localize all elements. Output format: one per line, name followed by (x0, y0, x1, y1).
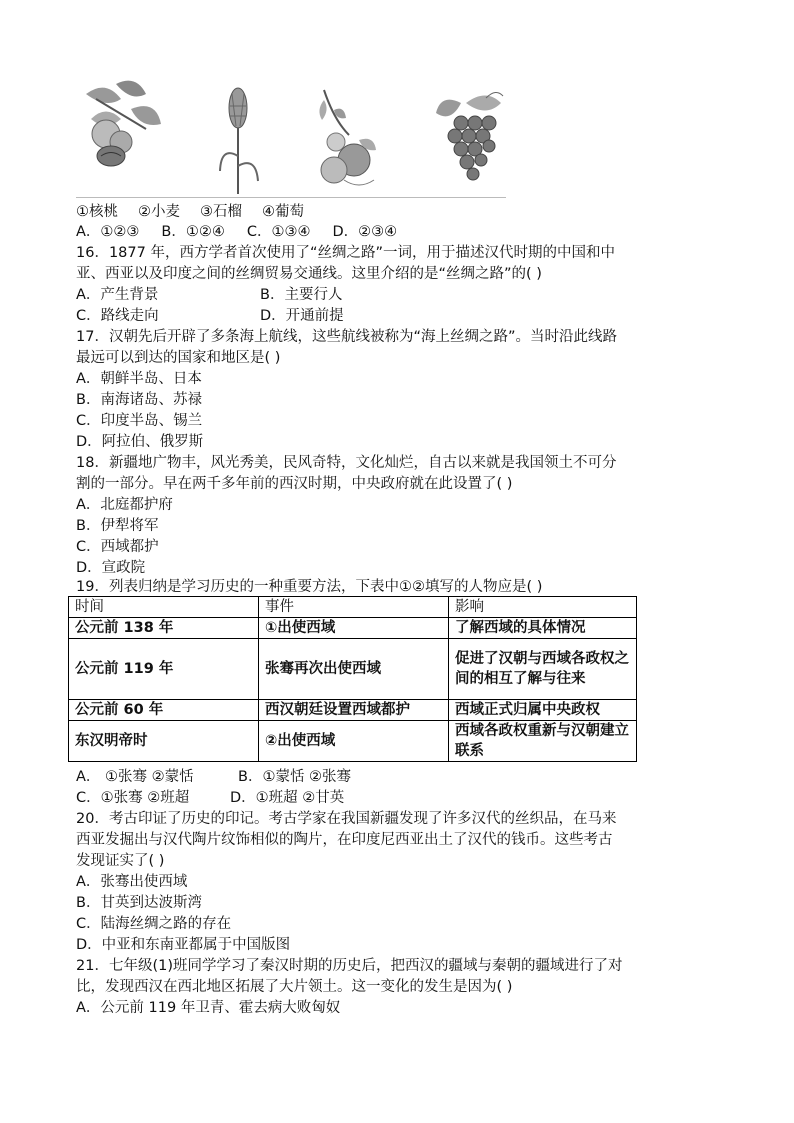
q20-option-c[interactable]: C．陆海丝绸之路的存在 (76, 916, 232, 932)
crop-illustrations (76, 74, 506, 198)
table-row: 东汉明帝时 ②出使西域 西域各政权重新与汉朝建立联系 (69, 721, 637, 762)
q20-stem-line3: 发现证实了( ) (76, 853, 165, 869)
table-row: 公元前 119 年 张骞再次出使西域 促进了汉朝与西域各政权之间的相互了解与往来 (69, 639, 637, 700)
q17-option-a[interactable]: A．朝鲜半岛、日本 (76, 371, 202, 387)
q20-option-b[interactable]: B．甘英到达波斯湾 (76, 895, 202, 911)
q16-option-b[interactable]: B．主要行人 (260, 287, 343, 303)
q20-option-d[interactable]: D．中亚和东南亚都属于中国版图 (76, 937, 291, 953)
q15-options (76, 222, 397, 242)
q17-option-d[interactable]: D．阿拉伯、俄罗斯 (76, 434, 204, 450)
q19-option-d[interactable]: D．①班超 ②甘英 (230, 790, 345, 806)
q16-option-c[interactable]: C．路线走向 (76, 308, 159, 324)
q21-option-a[interactable]: A．公元前 119 年卫青、霍去病大败匈奴 (76, 1000, 341, 1016)
q16-option-a[interactable]: A．产生背景 (76, 287, 159, 303)
q20-option-a[interactable]: A．张骞出使西域 (76, 874, 188, 890)
q18-stem-line2: 割的一部分。早在两千多年前的西汉时期，中央政府就在此设置了( ) (76, 476, 513, 492)
crops-caption: ①核桃 ②小麦 ③石榴 ④葡萄 (76, 204, 304, 220)
q20-stem-line2: 西亚发掘出与汉代陶片纹饰相似的陶片，在印度尼西亚出土了汉代的钱币。这些考古 (76, 832, 613, 848)
q17-stem-line1: 17．汉朝先后开辟了多条海上航线，这些航线被称为“海上丝绸之路”。当时沿此线路 (76, 329, 617, 345)
table-row: 公元前 60 年 西汉朝廷设置西域都护 西域正式归属中央政权 (69, 700, 637, 721)
q18-option-c[interactable]: C．西域都护 (76, 539, 159, 555)
q18-option-d[interactable]: D．宣政院 (76, 560, 146, 576)
q19-option-c[interactable]: C．①张骞 ②班超 (76, 790, 190, 806)
q21-stem-line1: 21．七年级(1)班同学学习了秦汉时期的历史后，把西汉的疆域与秦朝的疆域进行了对 (76, 958, 623, 974)
q19-option-b[interactable]: B．①蒙恬 ②张骞 (238, 769, 352, 785)
table-row: 公元前 138 年 ①出使西域 了解西域的具体情况 (69, 618, 637, 639)
q21-stem-line2: 比，发现西汉在西北地区拓展了大片领土。这一变化的发生是因为( ) (76, 979, 513, 995)
q19-option-a[interactable]: A． ①张骞 ②蒙恬 (76, 769, 194, 785)
table-header-impact: 影响 (449, 597, 637, 618)
table-header-event: 事件 (259, 597, 449, 618)
wheat-illustration (216, 86, 261, 196)
q16-stem-line2: 亚、西亚以及印度之间的丝绸贸易交通线。这里介绍的是“丝绸之路”的( ) (76, 266, 542, 282)
q16-option-d[interactable]: D．开通前提 (260, 308, 344, 324)
q18-option-b[interactable]: B．伊犁将军 (76, 518, 159, 534)
pomegranate-illustration (314, 80, 384, 195)
q17-option-c[interactable]: C．印度半岛、锡兰 (76, 413, 203, 429)
q15-option-a[interactable]: A．①②③ (76, 224, 140, 240)
q15-option-c[interactable]: C．①③④ (246, 224, 311, 240)
table-header-row (69, 597, 637, 618)
q15-option-b[interactable]: B．①②④ (161, 224, 225, 240)
q17-option-b[interactable]: B．南海诸岛、苏禄 (76, 392, 202, 408)
q18-stem-line1: 18．新疆地广物丰，风光秀美，民风奇特，文化灿烂，自古以来就是我国领土不可分 (76, 455, 617, 471)
table-header-time: 时间 (69, 597, 259, 618)
history-table (68, 596, 637, 762)
q16-stem-line1: 16．1877 年，西方学者首次使用了“丝绸之路”一词，用于描述汉代时期的中国和中 (76, 245, 615, 261)
grape-illustration (431, 88, 511, 188)
q18-option-a[interactable]: A．北庭都护府 (76, 497, 173, 513)
divider (76, 197, 506, 198)
q15-option-d[interactable]: D．②③④ (332, 224, 398, 240)
q20-stem-line1: 20．考古印证了历史的印记。考古学家在我国新疆发现了许多汉代的丝织品，在马来 (76, 811, 617, 827)
q17-stem-line2: 最远可以到达的国家和地区是( ) (76, 350, 281, 366)
q19-stem: 19．列表归纳是学习历史的一种重要方法，下表中①②填写的人物应是( ) (76, 579, 543, 595)
walnut-illustration (76, 74, 166, 174)
